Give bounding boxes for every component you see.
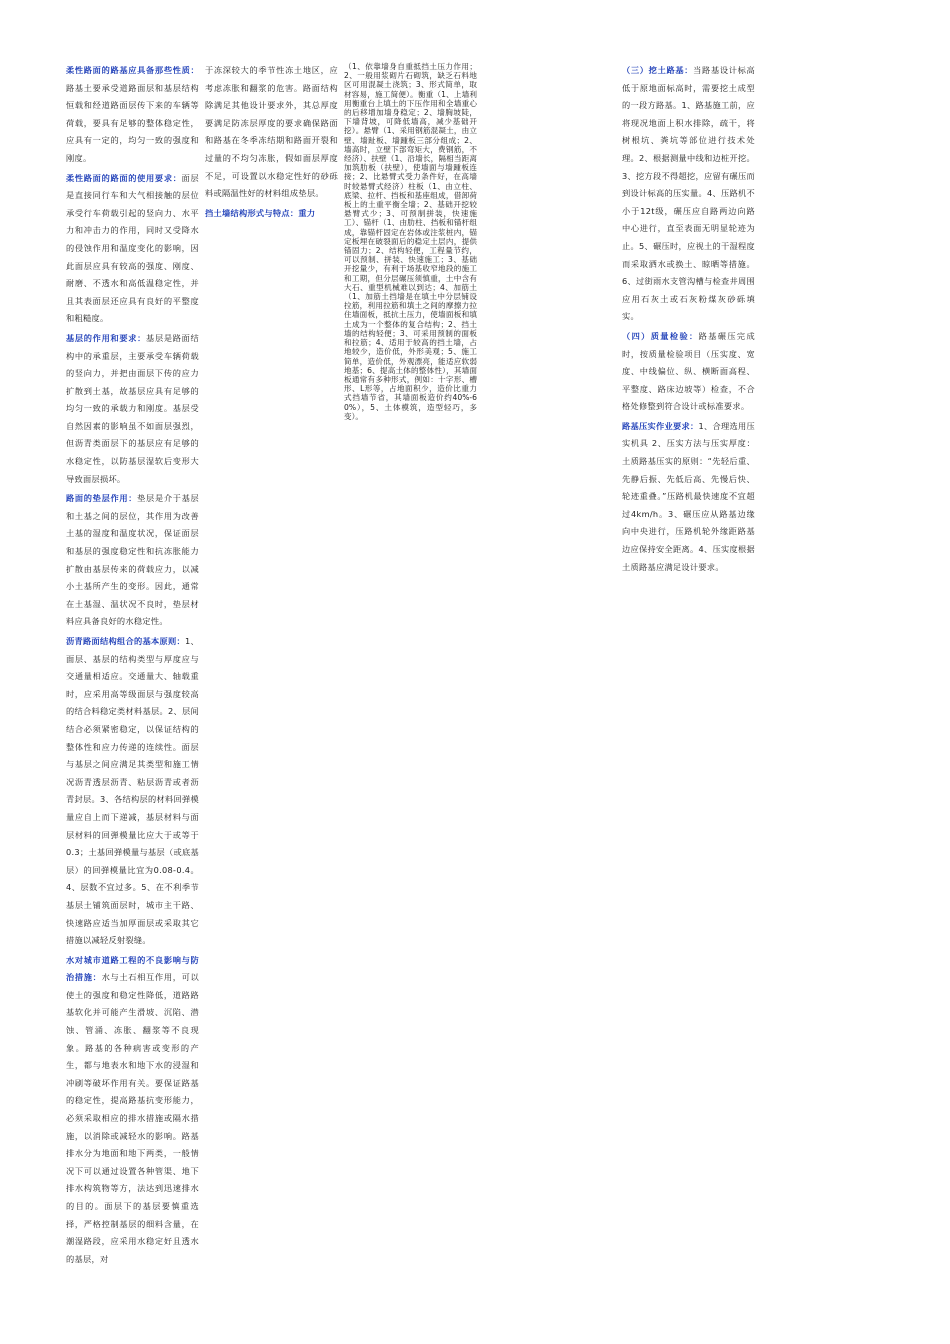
paragraph <box>622 418 755 576</box>
paragraph-heading: 路面的垫层作用： <box>66 493 138 504</box>
paragraph <box>622 328 755 416</box>
paragraph <box>622 62 755 326</box>
paragraph-text: 路基土要承受道路面层和基层结构恒载和经道路面层传下来的车辆等荷载，要具有足够的整体稳定性，应具有一定的，均匀一致的强度和刚度。 <box>66 82 199 163</box>
paragraph-text: 水与土石相互作用，可以使土的强度和稳定性降低，道路路基软化并可能产生滑坡、沉陷、潜蚀、管涌、冻胀、翻浆等不良现象。路基的各种病害或变形的产生，都与地表水和地下水的浸湿和冲刷等破坏作用有关。要保证路基的稳定性，提高路基抗变形能力，必须采取相应的排水措施或隔水措施，以消除或减轻水的影响。路基排水分为地面和地下两类，一般情况下可以通过设置各种管渠、地下排水构筑物等方，法达到迅速排水的目的。面层下的基层要慎重选择，严格控制基层的细料含量，在潮湿路段，应采用水稳定好且透水的基层，对 <box>66 972 199 1264</box>
paragraph-heading: （三）挖土路基： <box>622 65 694 75</box>
text-column-3 <box>344 62 477 1300</box>
text-column-4 <box>483 62 616 1300</box>
paragraph-heading: 路基压实作业要求： <box>622 420 699 431</box>
paragraph-text: 于冻深较大的季节性冻土地区，应考虑冻胀和翻浆的危害。路面结构除满足其他设计要求外，其总厚度要满足防冻层厚度的要求确保路面和路基在冬季冻结期和路面开裂和过量的不均匀冻胀，假如面层厚度不足，可设置以水稳定性好的砂砾料或隔温性好的材料组成垫层。 <box>205 65 338 199</box>
text-column-1 <box>66 62 199 1300</box>
paragraph-heading: 基层的作用和要求： <box>66 332 147 343</box>
paragraph-heading: 沥青路面结构组合的基本原则： <box>66 636 185 646</box>
paragraph-heading: 水对城市道路工程的不良影响与防治措施： <box>66 954 199 983</box>
paragraph-text: 当路基设计标高低于原地面标高时，需要挖土成型的一段方路基。1、路基施工前，应将现况地面上积水排除，疏干，将树根坑、粪坑等部位进行技术处理。2、根据测量中线和边桩开挖。3、挖方段不得超挖，应留有碾压而到设计标高的压实量。4、压路机不小于12t级，碾压应自路两边向路中心进行，直至表面无明显轮迹为止。5、碾压时，应视土的干湿程度而采取洒水或换土、晾晒等措施。6、过街雨水支管沟槽与检查井周围应用石灰土或石灰粉煤灰砂砾填实。 <box>622 65 755 322</box>
text-column-2 <box>205 62 338 1300</box>
paragraph-heading: 柔性路面的路面的使用要求： <box>66 172 182 183</box>
paragraph <box>205 205 338 223</box>
paragraph <box>66 170 199 328</box>
paragraph <box>66 952 199 1269</box>
paragraph-heading: 挡土墙结构形式与特点：重力 <box>205 207 316 218</box>
paragraph-text: 垫层是介于基层和土基之间的层位，其作用为改善土基的湿度和温度状况，保证面层和基层的强度稳定性和抗冻胀能力扩散由基层传来的荷载应力，以减小土基所产生的变形。因此，通常在土基湿、温状况不良时，垫层材料应具备良好的水稳定性。 <box>66 493 199 627</box>
paragraph <box>66 62 199 168</box>
paragraph <box>66 330 199 488</box>
paragraph <box>344 62 477 421</box>
paragraph-heading: （四）质量检验： <box>622 330 699 341</box>
paragraph-text: 1、合理选用压实机具 2、压实方法与压实厚度：土质路基压实的原则：“先轻后重、先静后振、先低后高、先慢后快、轮迹重叠。”压路机最快速度不宜超过4km/h。3、碾压应从路基边缘向中央进行，压路机轮外缘距路基边应保持安全距离。4、压实度根据土质路基应满足设计要求。 <box>622 420 755 572</box>
paragraph <box>205 62 338 203</box>
paragraph-text: 1、面层、基层的结构类型与厚度应与交通量相适应。交通量大、轴载重时，应采用高等级面层与强度较高的结合料稳定类材料基层。2、层间结合必须紧密稳定，以保证结构的整体性和应力传递的连续性。面层与基层之间应满足其类型和施工情况沥青透层沥青、粘层沥青或者沥青封层。3、各结构层的材料回弹模量应自上而下递减，基层材料与面层材料的回弹模量比应大于或等于0.3；土基回弹模量与基层（或底基层）的回弹模量比宜为0.08-0.4。4、层数不宜过多。5、在不利季节基层土铺筑面层时，城市主干路、快速路应适当加厚面层或采取其它措施以减轻反射裂缝。 <box>66 636 199 946</box>
paragraph-text: 路基碾压完成时，按质量检验项目（压实度、宽度、中线偏位、纵、横断面高程、平整度、路床边坡等）检查，不合格处修整到符合设计或标准要求。 <box>622 330 755 412</box>
paragraph <box>66 490 199 631</box>
paragraph-text: 基层是路面结构中的承重层，主要承受车辆荷载的竖向力，并把由面层下传的应力扩散到土基，故基层应具有足够的均匀一致的承载力和刚度。基层受自然因素的影响虽不如面层强烈，但沥青类面层下的基层应有足够的水稳定性，以防基层湿软后变形大导致面层损坏。 <box>66 332 199 484</box>
text-column-6 <box>761 62 894 1300</box>
paragraph <box>66 633 199 950</box>
document-page <box>66 62 896 1300</box>
paragraph-text: （1、依靠墙身自重抵挡土压力作用；2、一般用浆砌片石砌筑，缺乏石料地区可用混凝土浇筑；3、形式简单，取材容易，施工简便）。衡重（1、上墙利用衡重台上填土的下压作用和全墙重心的后移增加墙身稳定；2、墙胸坡陡，下墙背坡，可降低墙高，减少基础开挖）。悬臂（1、采用钢筋混凝土，由立壁、墙趾板、墙踵板三部分组成；2、墙高时，立壁下部弯矩大，费钢筋，不经济）、扶壁（1、沿墙长，隔相当距离加筑肋板（扶壁），使墙面与墙踵板连接；2、比悬臂式受力条件好，在高墙时较悬臂式经济）柱板（1、由立柱、底梁、拉杆、挡板和基座组成，借卸荷板上的土重平衡全墙；2、基础开挖较悬臂式少；3、可预制拼装，快速施工）、锚杆（1、由肋柱、挡板和锚杆组成，靠锚杆固定在岩体或注浆桩内，锚定板埋在破裂面后的稳定土层内，提供锚固力；2、结构轻便，工程量节约，可以预制、拼装、快速施工；3、基础开挖量少，有利于场基收窄地段的施工和工期，但分层碾压须慎重，土中含有大石、重型机械难以到达；4、加筋土（1、加筋土挡墙是在填土中分层铺设拉筋，利用拉筋和填土之间的摩擦力拉住墙面板，抵抗土压力，使墙面板和填土成为一个整体的复合结构；2、挡土墙的结构轻便；3、可采用预制的面板和拉筋；4、适用于较高的挡土墙，占地较少，造价低，外形美观；5、施工简单，造价低，外观漂亮，能适应软弱地基；6、提高土体的整体性），其墙面板通常有多种形式，例如：十字形、槽形、L形等，占地面积少，造价比重力式挡墙节省，其墙面板造价约40%-60%），5、土体模筑，造型轻巧，多变）。 <box>344 62 477 421</box>
text-column-5 <box>622 62 755 1300</box>
paragraph-heading: 柔性路面的路基应具备那些性质： <box>66 65 199 75</box>
paragraph-text: 面层是直接同行车和大气相接触的层位承受行车荷载引起的竖向力、水平力和冲击力的作用，同时又受降水的侵蚀作用和温度变化的影响，因此面层应具有较高的强度、刚度、耐磨、不透水和高低温稳定性，并且其表面层还应具有良好的平整度和粗糙度。 <box>66 172 199 324</box>
